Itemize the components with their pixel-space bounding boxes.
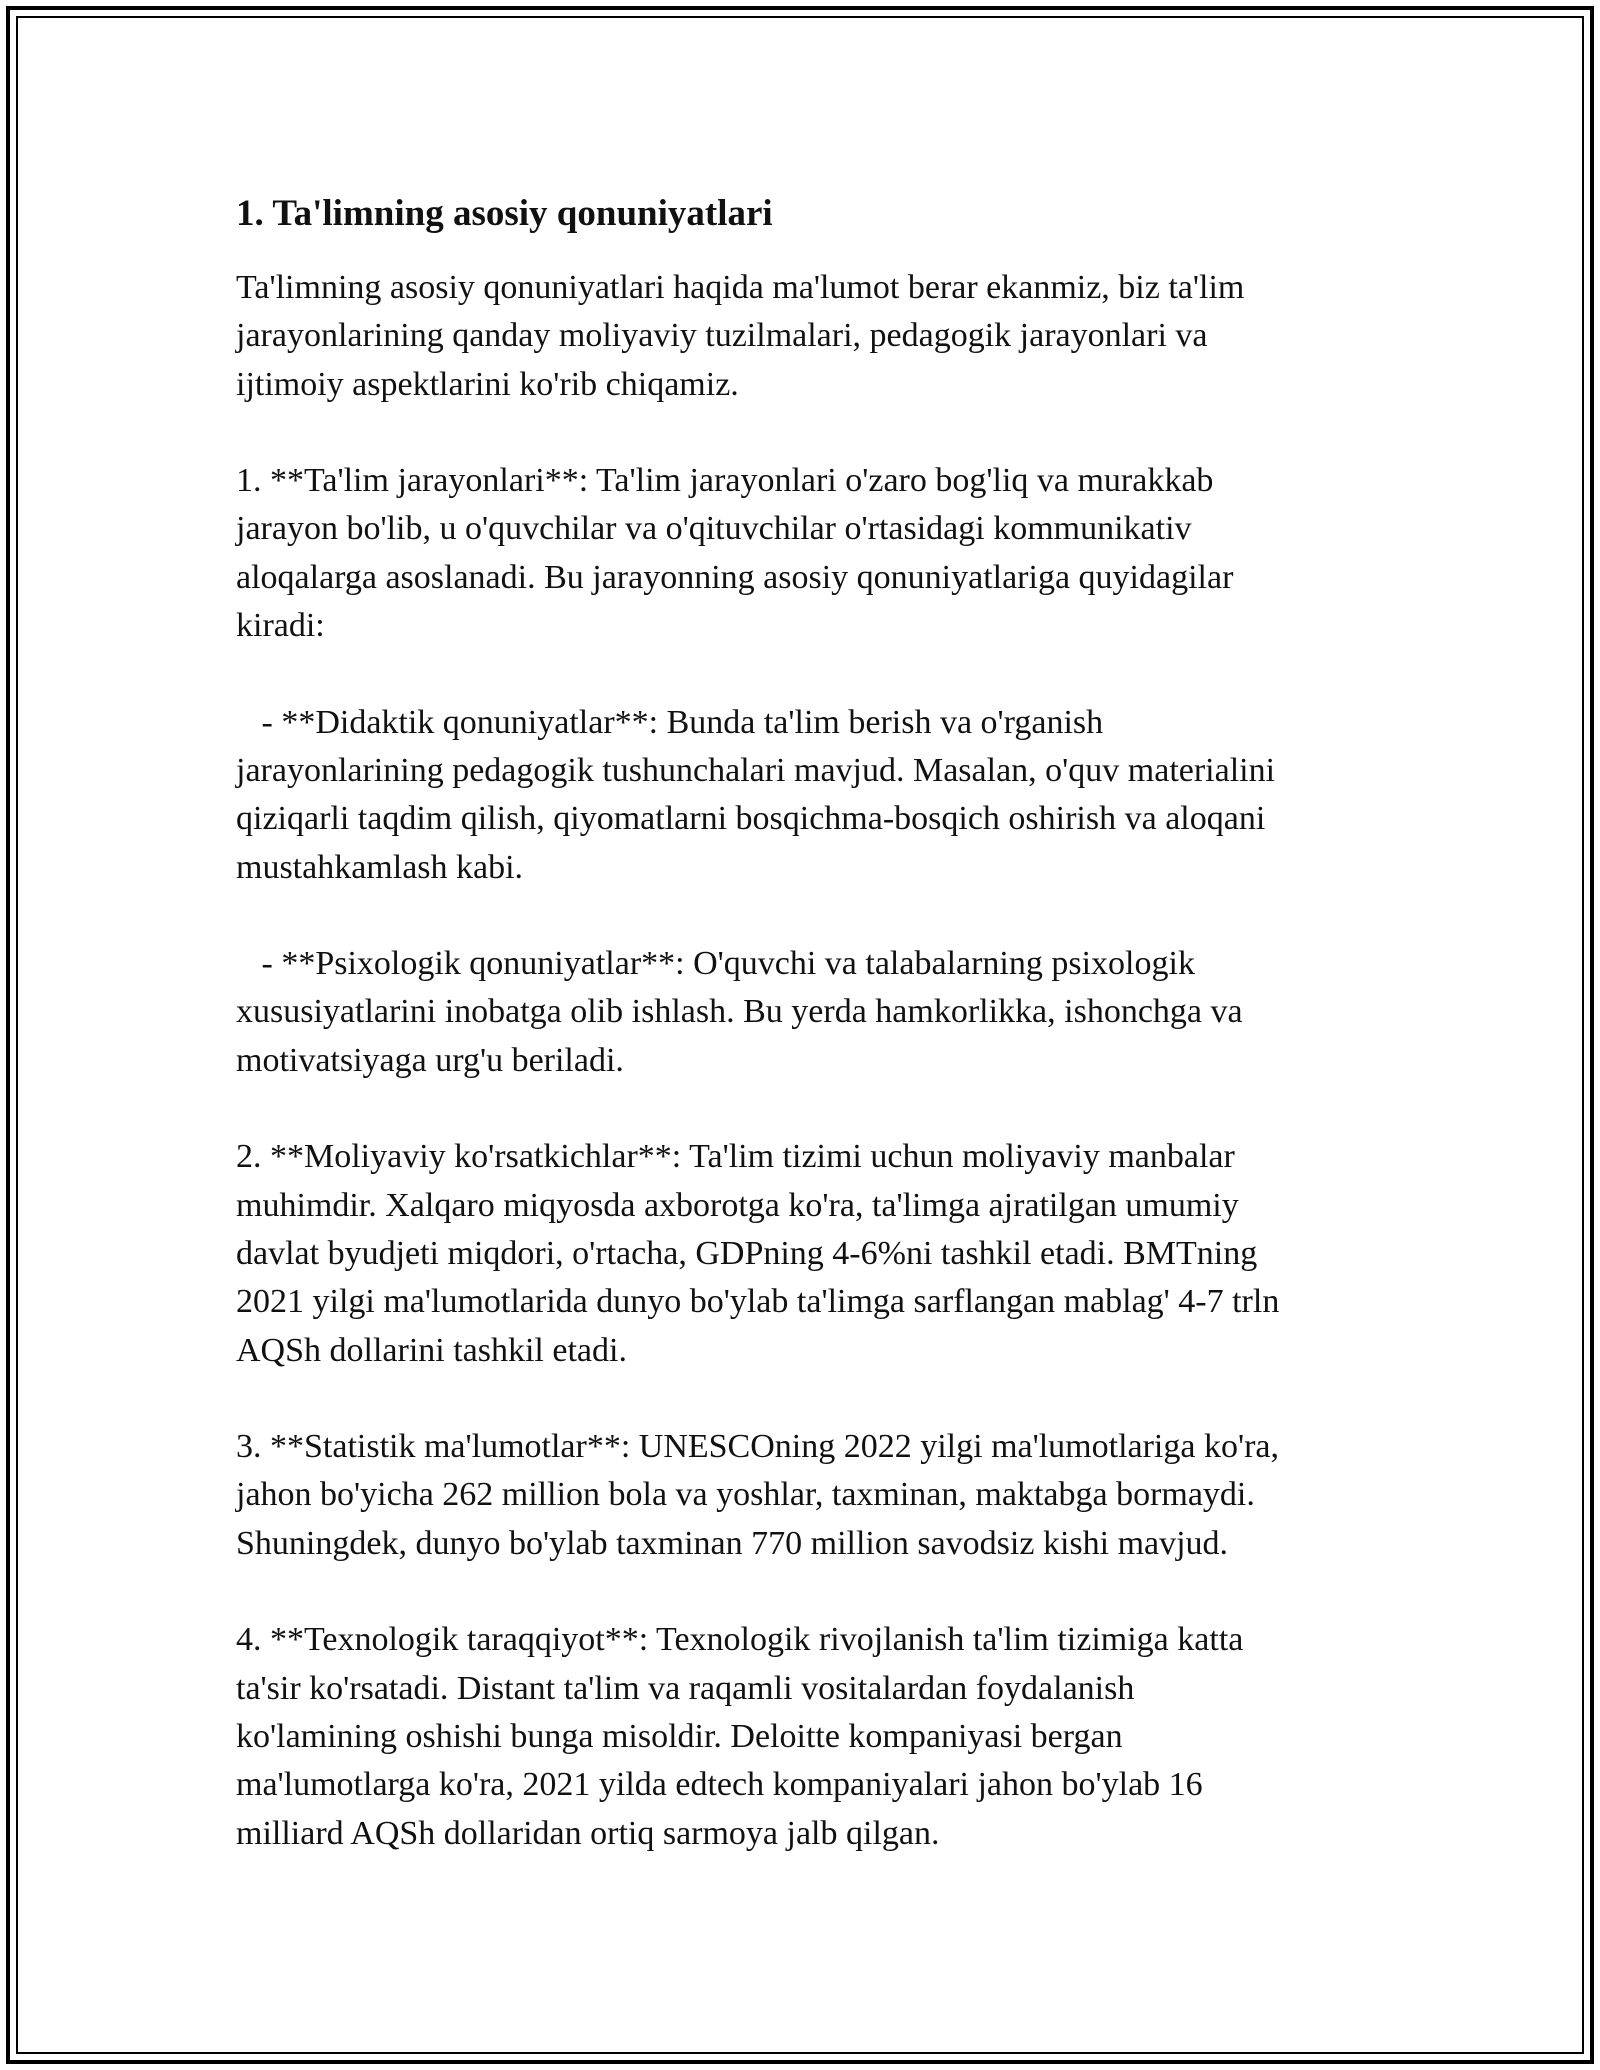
paragraph-gap (236, 650, 1386, 698)
paragraph-subitem-psychological: - **Psixologik qonuniyatlar**: O'quvchi va talabalarning psixologik xususiyatlarini inobatga olib ishlash. Bu yerda hamkorlikka, ishonchga va motivatsiyaga urg'u beriladi. (236, 945, 1243, 1079)
paragraph-item-3: 3. **Statistik ma'lumotlar**: UNESCOning 2022 yilgi ma'lumotlariga ko'ra, jahon bo'yicha 262 million bola va yoshlar, taxminan, maktabga bormaydi. Shuningdek, dunyo bo'ylab taxminan 770 million savodsiz kishi mavjud. (236, 1428, 1280, 1562)
paragraph-item-1: 1. **Ta'lim jarayonlari**: Ta'lim jarayonlari o'zaro bog'liq va murakkab jarayon bo'lib, u o'quvchilar va o'qituvchilar o'rtasidagi kommunikativ aloqalarga asoslanadi. Bu jarayonning asosiy qonuniyatlariga quyidagilar kiradi: (236, 462, 1234, 645)
paragraph-gap (236, 1375, 1386, 1423)
paragraph-item-2: 2. **Moliyaviy ko'rsatkichlar**: Ta'lim tizimi uchun moliyaviy manbalar muhimdir. Xalqaro miqyosda axborotga ko'ra, ta'limga ajratilgan umumiy davlat byudjeti miqdori, o'rtacha, GDPning 4-6%ni tashkil etadi. BMTning 2021 yilgi ma'lumotlarida dunyo bo'ylab ta'limga sarflangan mablag' 4-7 trln AQSh dollarini tashkil etadi. (236, 1138, 1280, 1369)
paragraph-gap (236, 892, 1386, 940)
document-body (236, 186, 1386, 1858)
document-title: 1. Ta'limning asosiy qonuniyatlari (236, 193, 773, 234)
paragraph-gap (236, 1085, 1386, 1133)
paragraph-subitem-didactic: - **Didaktik qonuniyatlar**: Bunda ta'lim berish va o'rganish jarayonlarining pedagogik tushunchalari mavjud. Masalan, o'quv materialini qiziqarli taqdim qilish, qiyomatlarni bosqichma-bosqich oshirish va aloqani mustahkamlash kabi. (236, 703, 1276, 886)
paragraph-gap (236, 1568, 1386, 1616)
paragraph-intro: Ta'limning asosiy qonuniyatlari haqida ma'lumot berar ekanmiz, biz ta'lim jarayonlarining qanday moliyaviy tuzilmalari, pedagogik jarayonlari va ijtimoiy aspektlarini ko'rib chiqamiz. (236, 269, 1245, 403)
paragraph-item-4: 4. **Texnologik taraqqiyot**: Texnologik rivojlanish ta'lim tizimiga katta ta'sir ko'rsatadi. Distant ta'lim va raqamli vositalardan foydalanish ko'lamining oshishi bunga misoldir. Deloitte kompaniyasi bergan ma'lumotlarga ko'ra, 2021 yilda edtech kompaniyalari jahon bo'ylab 16 milliard AQSh dollaridan ortiq sarmoya jalb qilgan. (236, 1621, 1244, 1852)
paragraph-gap (236, 409, 1386, 457)
